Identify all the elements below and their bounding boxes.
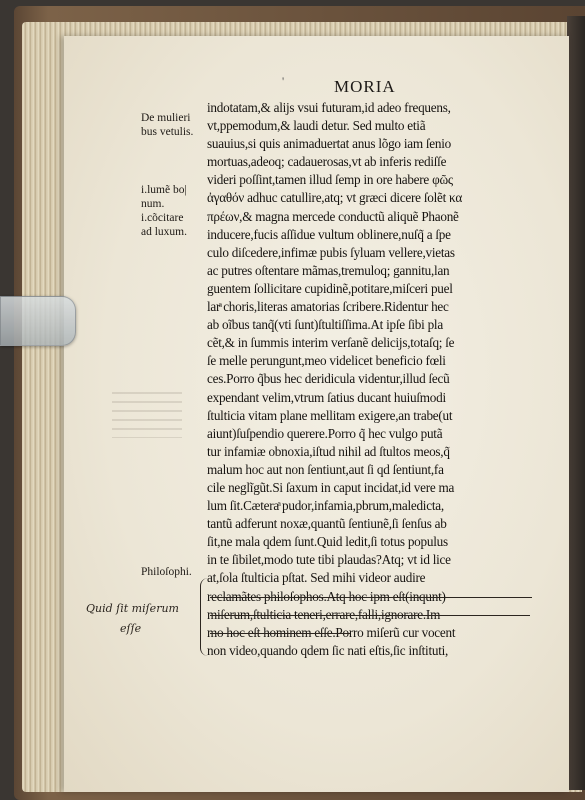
header-mark: ' bbox=[282, 74, 285, 88]
text-line: tur infamiæ obnoxia,iſtud nihil ad ſtultos meos,q̃ bbox=[207, 443, 450, 459]
ink-underline bbox=[210, 633, 350, 634]
margin-note-de-mulieribus-cont: bus vetulis. bbox=[141, 126, 194, 138]
text-line: ac putres oſtentare mãmas,tremuloq; gannitu,lan bbox=[207, 262, 450, 278]
text-line: reclamãtes philoſophos.Atq hoc ipm eſt(inqunt) bbox=[207, 588, 446, 604]
text-line: guentem ſollicitare cupidinẽ,potitare,miſceri puel bbox=[207, 280, 453, 296]
handwritten-note: Quid ſit miſerum bbox=[86, 602, 179, 615]
text-line: videri poſſint,tamen illud ſemp in ore habere φῶς bbox=[207, 172, 453, 188]
margin-note-lumen-bonum: i.lumẽ bo| bbox=[141, 184, 187, 196]
ink-underline bbox=[210, 615, 530, 616]
margin-note-de-mulieribus: De mulieri bbox=[141, 112, 191, 124]
text-line: vt,ppemodum,& laudi detur. Sed multo etiã bbox=[207, 118, 426, 134]
running-title: MORIA bbox=[334, 77, 396, 96]
text-line: ἀγαθόν adhuc catullire,atq; vt græci dicere ſolẽt κα bbox=[207, 190, 462, 206]
text-line: tantũ adferunt noxæ,quantũ ſentiunẽ,ſi ſenſus ab bbox=[207, 516, 447, 532]
text-line: miſerum,ſtulticia teneri,errare,falli,ignorare.Im bbox=[207, 606, 441, 622]
margin-note-lumen-bonum-cont: num. bbox=[141, 198, 165, 210]
text-line: cile neglĩgũt.Si ſaxum in caput incidat,id vere ma bbox=[207, 479, 455, 495]
text-line: ſit,ne mala qdem ſunt.Quid ledit,ſi totus populus bbox=[207, 534, 448, 550]
text-line: mortuas,adeoq; cadauerosas,vt ab inferis rediſſe bbox=[207, 154, 447, 170]
text-line: ſe melle perungunt,meo videlicet beneficio fœli bbox=[207, 353, 446, 369]
text-line: larͣ choris,literas amatorias ſcribere.Ridentur hec bbox=[207, 299, 449, 315]
text-line: cẽt,& in ſummis interim verſanẽ delicijs,totaſq; ſe bbox=[207, 335, 455, 351]
margin-note-concitare-cont: ad luxum. bbox=[141, 226, 187, 238]
text-line: malum hoc aut non ſentiunt,aut ſi qd ſentiunt,fa bbox=[207, 461, 444, 477]
text-line: mo hoc eſt hominem eſſe.Porro miſerũ cur vocent bbox=[207, 624, 456, 640]
main-text-block bbox=[207, 99, 537, 660]
text-line: ab oĩbus tanq̃(vti ſunt)ſtultiſſima.At ipſe ſibi pla bbox=[207, 317, 443, 333]
show-through bbox=[112, 392, 182, 438]
margin-note-concitare: i.cõcitare bbox=[141, 212, 184, 224]
text-line: ces.Porro q̃bus hec deridicula videntur,illud ſecũ bbox=[207, 371, 450, 387]
text-line: πρέων,& magna mercede conductũ aliquẽ Phaonẽ bbox=[207, 208, 459, 224]
text-line: in te ſibilet,modo tute tibi plaudas?Atq; vt id lice bbox=[207, 552, 451, 568]
text-line: lum ſit.Cæteraͣ pudor,infamia,pbrum,maledicta, bbox=[207, 498, 444, 514]
ink-underline bbox=[210, 597, 532, 598]
text-line: ſtulticia vitam plane mellitam exigere,an trabe(ut bbox=[207, 407, 453, 423]
binding-shadow bbox=[567, 16, 585, 790]
text-line: culo diſcedere,infimæ pubis ſyluam vellere,vietas bbox=[207, 244, 455, 260]
text-line: inducere,fucis aſſidue vultum oblinere,nuſq̃ a ſpe bbox=[207, 226, 451, 242]
handwritten-bracket bbox=[200, 578, 211, 656]
text-line: non video,quando qdem ſic nati eſtis,ſic inſtituti, bbox=[207, 642, 449, 658]
handwritten-note-cont: eſſe bbox=[120, 622, 142, 635]
text-line: aiunt)ſuſpendio querere.Porro q̃ hec vulgo putã bbox=[207, 425, 443, 441]
text-line: expendant velim,vtrum ſatius ducant huiuſmodi bbox=[207, 389, 446, 405]
text-line: at,ſola ſtulticia pſtat. Sed mihi videor audire bbox=[207, 570, 426, 586]
text-line: indotatam,& alijs vsui futuram,id adeo frequens, bbox=[207, 100, 451, 115]
margin-note-philosophi: Philoſophi. bbox=[141, 566, 192, 578]
text-line: suauius,si quis animaduertat anus lõgo iam ſenio bbox=[207, 136, 452, 152]
page-clip bbox=[0, 296, 76, 346]
